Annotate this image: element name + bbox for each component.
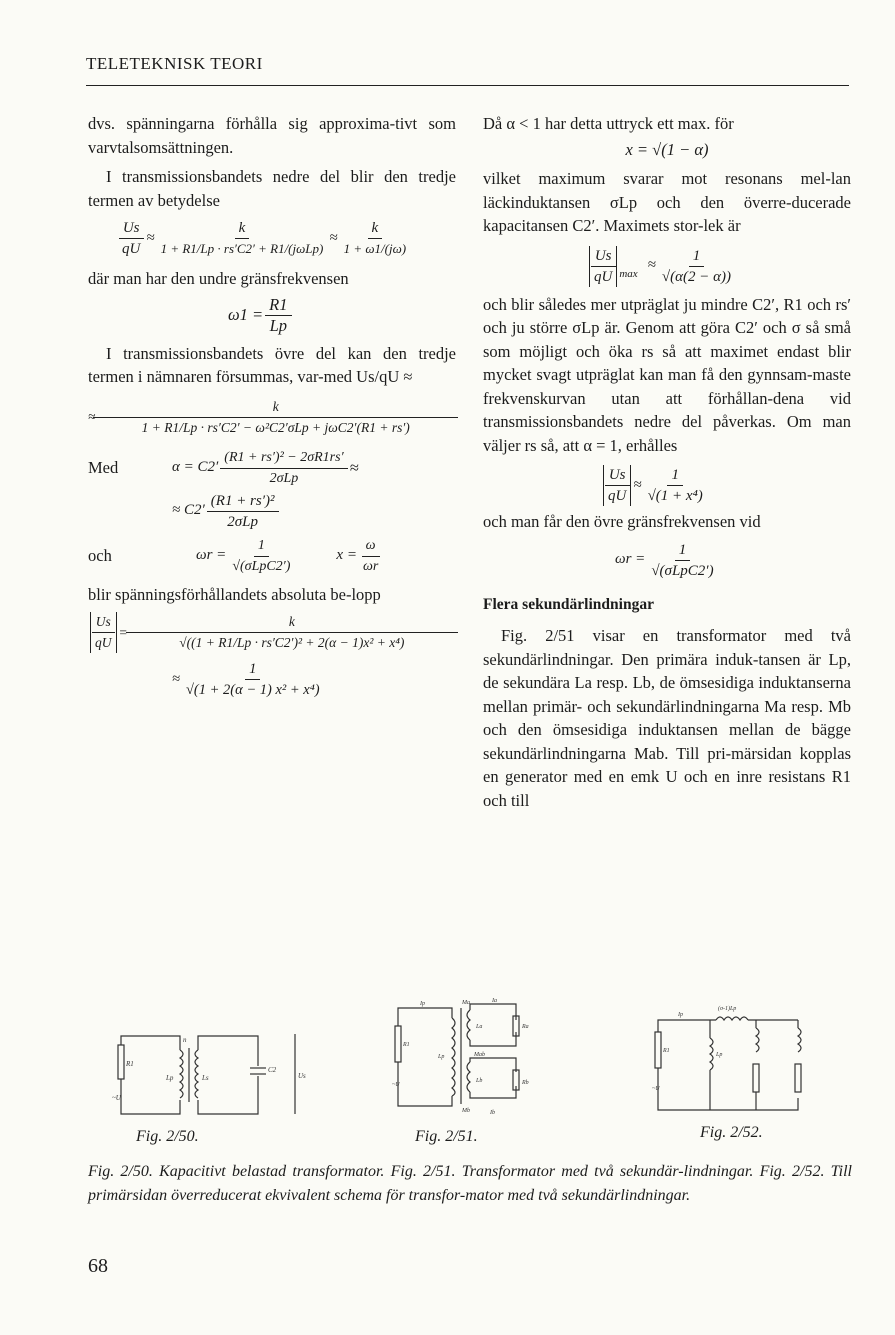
fig2-label-ra: Ra — [522, 1024, 529, 1030]
fig1-label-c: C2 — [268, 1066, 277, 1074]
right-paragraph-1: Då α < 1 har detta uttryck ett max. för — [483, 114, 734, 133]
fig2-label-mab: Mab — [474, 1052, 485, 1058]
figure-2-50-circuit — [110, 1030, 310, 1120]
ratio-us-qu: $\frac{Us}{qU}$ — [118, 218, 144, 259]
left-paragraph-5: blir spänningsförhållandets absoluta be-lopp — [88, 584, 381, 604]
equation-alpha: Med α = C2′ $\frac{\text{(R1 + rs′)² − 2σR1rs′}}{\text{2σLp}}$ ≈ — [88, 449, 359, 486]
equation-max-size: $\frac{Us}{qU}$ max ≈ $\frac{1}{√(\alpha(2 - \alpha))}$ — [587, 246, 851, 287]
equation-absolute-approx: ≈ $\frac{1}{\text{√(1 + 2(α − 1) x² + x⁴)}}$ — [172, 661, 320, 698]
left-paragraph-4: I transmissionsbandets övre del kan den tredje termen i nämnaren försummas, var-med Us/qU ≈ — [88, 343, 456, 386]
equation-alpha-one: $\frac{Us}{qU}$ ≈ $\frac{1}{\text{√(1 + x⁴)}}$ — [601, 465, 851, 506]
fig3-label-top: (σ-1)Lp — [718, 1006, 737, 1012]
right-paragraph-5: Fig. 2/51 visar en transformator med två sekundärlindningar. Den primära induk-tansen är Lp, de sekundära La resp. Lb, de ömsesidiga induktanserna mellan primär- och sekundärlindningarna Ma resp. Mb och den ömsesidiga induktansen mellan de bägge sekundärlindningarna Mab. Till pri-märsidan kopplas en generator med en emk U och en inre resistans R1 och till — [483, 626, 851, 810]
figure-2-51-circuit — [390, 996, 550, 1121]
fig1-label-lp: Lp — [166, 1074, 174, 1082]
fig1-label-us: Us — [298, 1072, 306, 1080]
fig1-label-r: R1 — [126, 1060, 134, 1068]
fig1-label-n: n — [183, 1036, 187, 1044]
fig3-label-lp: Lp — [716, 1052, 723, 1058]
equation-lower-band: $\frac{Us}{qU}$ ≈ $\frac{k}{\text{1 + R1/Lp · rs′C2′ + R1/(jωLp)}}$ ≈ $\frac{k}{1 + \omega 1/(j\omega)}$ — [116, 218, 456, 259]
header-rule — [86, 85, 849, 86]
fig2-label-lb: Lb — [476, 1078, 483, 1084]
fig3-label-ip: Ip — [678, 1012, 683, 1018]
right-column — [483, 112, 851, 812]
right-paragraph-4: och man får den övre gränsfrekvensen vid — [483, 512, 761, 531]
figure-2-52-label: Fig. 2/52. — [700, 1124, 763, 1141]
fig2-label-lp: Lp — [438, 1054, 445, 1060]
figure-caption: Fig. 2/50. Kapacitivt belastad transformator. Fig. 2/51. Transformator med två sekundär-lindningar. Fig. 2/52. Till primärsidan överreducerat ekvivalent schema för transfor-mator med två sekundärlindningar. — [88, 1163, 852, 1204]
equation-upper-band: ≈ $\frac{k}{\text{1 + R1/Lp · rs′C2′ − ω²C2′σLp + jωC2′(R1 + rs′)}}$ — [88, 397, 456, 438]
fig2-label-mb: Mb — [462, 1108, 470, 1114]
equation-upper-limit: ωr = $\frac{1}{\text{√(σLpC2′)}}$ — [615, 541, 714, 579]
fig2-label-ia: Ia — [492, 998, 497, 1004]
equation-omega1: ω1 = $\frac{R1}{Lp}$ — [228, 295, 456, 336]
fig2-label-ma: Ma — [462, 1000, 470, 1006]
running-header: TELETEKNISK TEORI — [86, 54, 263, 73]
fig2-label-ib: Ib — [490, 1110, 495, 1116]
left-column — [88, 112, 456, 700]
fig1-label-source: ~U — [112, 1094, 121, 1102]
fig2-label-r: R1 — [403, 1042, 410, 1048]
page-number: 68 — [88, 1255, 108, 1277]
fig1-label-ls: Ls — [202, 1074, 209, 1082]
fig2-label-source: ~U — [392, 1082, 400, 1088]
fig2-label-rb: Rb — [522, 1080, 529, 1086]
right-paragraph-3: och blir således mer utpräglat ju mindre C2′, R1 och rs′ och ju större σLp är. Genom att göra C2′ och σ så små som möjligt och öka rs så att maximet endast blir mycket svagt utpräglat kan man få den gynnsam-maste frekvenskurvan utan att förhållan-dena vid transmissionsbandets nedre del påverkas. Om man väljer rs så, att α = 1, erhålles — [483, 294, 851, 455]
fig3-label-source: ~U — [652, 1086, 660, 1092]
figures-row — [0, 996, 895, 1156]
equation-absolute-value: $\frac{Us}{qU}$ = $\frac{k}{\text{√((1 + R1/Lp · rs′C2′)² + 2(α − 1)x² + x⁴)}}$ — [88, 612, 456, 653]
fig2-label-ip: Ip — [420, 1001, 425, 1007]
left-paragraph-2: I transmissionsbandets nedre del blir den tredje termen av betydelse — [88, 167, 456, 210]
equation-alpha-approx: ≈ C2′ $\frac{\text{(R1 + rs′)²}}{\text{2σLp}}$ — [172, 491, 456, 532]
figure-2-52-circuit — [648, 998, 848, 1118]
figure-2-51-label: Fig. 2/51. — [415, 1128, 478, 1145]
section-title: Flera sekundärlindningar — [483, 595, 654, 613]
equation-x-max: x = √(1 − α) — [625, 139, 709, 159]
fig3-label-r: R1 — [663, 1048, 670, 1054]
right-paragraph-2: vilket maximum svarar mot resonans mel-lan läckinduktansen σLp och den överre-ducerade kapacitansen C2′. Maximets stor-lek är — [483, 169, 851, 235]
fig2-label-la: La — [476, 1024, 483, 1030]
figure-2-50-label: Fig. 2/50. — [136, 1128, 199, 1145]
left-paragraph-3: där man har den undre gränsfrekvensen — [88, 269, 349, 288]
equation-omega-r: och ωr = $\frac{1}{\text{√(σLpC2′)}}$ x = $\frac{\omega}{\omega r}$ — [88, 537, 379, 574]
left-paragraph-1: dvs. spänningarna förhålla sig approxima-tivt som varvtalsomsättningen. — [88, 114, 456, 157]
